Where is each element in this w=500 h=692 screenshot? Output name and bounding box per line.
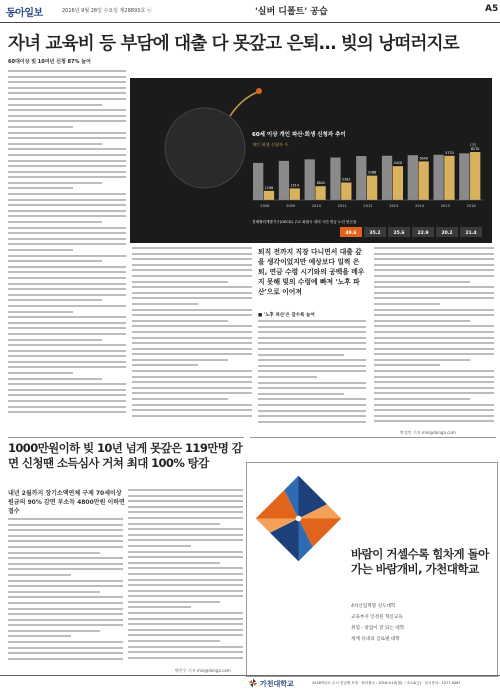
text-line (8, 406, 126, 408)
text-line (8, 535, 123, 537)
text-line (132, 309, 252, 311)
text-line (132, 297, 252, 299)
text-line (8, 658, 123, 660)
text-line (132, 348, 252, 350)
text-line (8, 378, 102, 380)
text-line (8, 132, 126, 134)
text-line (258, 421, 366, 423)
text-line (132, 331, 252, 333)
text-line (132, 264, 252, 266)
article2-byline: 박민우 기자 min@donga.com (175, 668, 231, 673)
article-body-col2-over-chart (130, 78, 250, 158)
text-line (128, 545, 191, 547)
text-line (128, 612, 243, 614)
text-line (8, 411, 126, 413)
admission-info: 2018학년도 수시 신입생 모집 · 원서접수 : 2016.9.10(월) ~ 9.14(금) · 입시문의 : 1577-0087 (312, 681, 461, 685)
text-line (374, 258, 494, 260)
text-line (258, 410, 366, 412)
text-line (8, 104, 102, 106)
text-line (374, 247, 494, 249)
chart-subtitle: 개인 회생 신청자 수 (252, 142, 289, 147)
text-line (132, 337, 252, 339)
text-line (8, 524, 123, 526)
text-line (128, 562, 220, 564)
chart-bar-rehab (315, 186, 325, 200)
text-line (132, 314, 252, 316)
text-line (128, 629, 243, 631)
text-line (8, 221, 102, 223)
chart-tick-label: 2010 (311, 204, 322, 208)
text-line (258, 348, 366, 350)
text-line (8, 160, 126, 162)
text-line (8, 109, 126, 111)
chart-bar-rehab (393, 166, 403, 200)
advertisement[interactable] (246, 462, 498, 677)
text-line (8, 271, 126, 273)
text-line (132, 325, 252, 327)
text-line (258, 359, 366, 361)
chart-bar-bankruptcy (279, 161, 289, 200)
text-line (258, 415, 366, 417)
text-line (8, 580, 123, 582)
ad-point: 취업 · 창업이 잘 되는 대학 (351, 626, 405, 631)
chart-data-label: 5770 (445, 150, 454, 155)
text-line (132, 404, 252, 406)
text-line (374, 404, 494, 406)
text-line (8, 613, 123, 615)
text-line (258, 398, 366, 400)
text-line (258, 393, 344, 395)
chart-table-value: 49.6 (345, 231, 357, 236)
text-line (132, 247, 252, 249)
text-line (8, 199, 126, 201)
text-line (374, 359, 470, 361)
chart-data-label: 2281 (342, 177, 351, 182)
text-line (8, 204, 126, 206)
main-headline: 자녀 교육비 등 부담에 대출 다 못갚고 은퇴… 빚의 낭떠러지로 (8, 34, 459, 54)
chart-tick-label: 2013 (389, 204, 399, 208)
text-line (8, 647, 123, 649)
article-body-col2 (132, 247, 252, 422)
chart-table-label: 경제협력개발기구(OECD) 주요 회원국 대비 국민 연금 노인 빈곤율 (252, 220, 357, 224)
text-line (374, 281, 470, 283)
fuse-spark (256, 88, 262, 94)
text-line (374, 303, 440, 305)
text-line (8, 260, 102, 262)
chart-bar-bankruptcy (356, 156, 366, 200)
subhead-c-wrap (258, 312, 366, 318)
text-line (8, 568, 123, 570)
text-line (8, 591, 100, 593)
text-line (132, 269, 252, 271)
pinwheel-icon (251, 471, 346, 566)
text-line (8, 76, 126, 78)
ad-point: 4차산업혁명 선도대학 (351, 604, 396, 609)
text-line (8, 540, 123, 542)
chart-data-label: 1198 (264, 185, 274, 190)
text-line (258, 331, 366, 333)
text-line (258, 365, 366, 367)
text-line (132, 409, 252, 411)
text-line (258, 387, 366, 389)
text-line (8, 115, 126, 117)
text-line (8, 361, 126, 363)
chart-bar-rehab (470, 152, 480, 200)
text-line (128, 523, 220, 525)
text-line (128, 646, 243, 648)
text-line (8, 350, 126, 352)
text-line (8, 546, 123, 548)
text-line (8, 171, 126, 173)
text-line (8, 344, 126, 346)
text-line (8, 602, 123, 604)
text-line (8, 563, 123, 565)
text-line (8, 210, 126, 212)
divider (8, 437, 244, 438)
pinwheel-logo-icon (248, 678, 258, 688)
text-line (8, 652, 123, 654)
text-line (374, 392, 494, 394)
chart-bar-bankruptcy (382, 156, 392, 200)
text-line (128, 495, 243, 497)
text-line (8, 232, 126, 234)
text-line (258, 382, 366, 384)
dateline: 2016년 9월 28일 수요일 제28893호 ⓐ (62, 8, 152, 14)
text-line (374, 320, 470, 322)
chart-bar-bankruptcy (253, 163, 263, 200)
text-line (8, 277, 126, 279)
chart-title: 60세 이상 개인 파산·회생 신청자 추이 (252, 132, 346, 138)
article-subhead: 60대이상 빚 10여년 신청 87% 늘어 (8, 59, 91, 65)
text-line (128, 584, 243, 586)
text-line (258, 354, 344, 356)
university-name: 가천대학교 (260, 680, 294, 688)
text-line (132, 303, 198, 305)
text-line (132, 258, 252, 260)
text-line (128, 634, 243, 636)
text-line (132, 376, 252, 378)
text-line (128, 556, 243, 558)
text-line (128, 651, 243, 653)
text-line (8, 355, 126, 357)
text-line (374, 409, 494, 411)
text-line (128, 539, 243, 541)
university-logo (248, 677, 308, 689)
text-line (8, 70, 126, 72)
text-line (374, 253, 494, 255)
chart-table-value: 35.2 (369, 231, 381, 236)
text-line (374, 314, 494, 316)
text-line (258, 376, 317, 378)
article-body-col4 (374, 247, 494, 427)
text-line (374, 370, 494, 372)
chart-bar-bankruptcy (305, 159, 315, 200)
text-line (128, 511, 243, 513)
text-line (128, 517, 243, 519)
ad-point: 교육부지 인정된 혁신교육 (351, 615, 403, 620)
text-line (128, 489, 243, 491)
chart-tick-label: 2015 (440, 204, 450, 208)
text-line (132, 398, 228, 400)
text-line (258, 404, 366, 406)
divider (250, 437, 496, 438)
text-line (374, 376, 494, 378)
chart-table-value: 22.9 (417, 231, 429, 236)
chart-data-label: 4420 (393, 161, 403, 166)
text-line (8, 182, 102, 184)
text-line (374, 387, 494, 389)
chart-table-value: 20.2 (441, 231, 453, 236)
text-line (132, 353, 252, 355)
text-line (8, 243, 126, 245)
text-line (132, 281, 228, 283)
text-line (132, 320, 228, 322)
text-line (8, 87, 126, 89)
text-line (374, 415, 494, 417)
chart-bar-bankruptcy (433, 155, 443, 200)
text-line (374, 292, 494, 294)
article2-subhead: 내년 2월까지 장기소액연체 구제 70세이상 원금의 90% 감면 부소득 4800만원 이하면 접수 (8, 490, 125, 515)
text-line (8, 137, 126, 139)
text-line (8, 552, 100, 554)
chart-bar-rehab (264, 191, 274, 200)
article2-body-col2 (128, 489, 243, 664)
chart-data-label: 5040 (419, 156, 428, 161)
chart-bar-rehab (444, 156, 454, 200)
text-line (128, 618, 243, 620)
text-line (8, 288, 126, 290)
text-line (374, 337, 494, 339)
chart-bar-bankruptcy (330, 158, 340, 200)
text-line (374, 381, 494, 383)
text-line (8, 255, 126, 257)
text-line (8, 148, 126, 150)
text-line (132, 286, 252, 288)
ad-point: 세계 유대의 글로벌 대학 (351, 637, 400, 642)
text-line (128, 623, 243, 625)
text-line (8, 154, 126, 156)
text-line (8, 383, 126, 385)
text-line (8, 619, 123, 621)
text-line (132, 370, 252, 372)
text-line (374, 420, 494, 422)
text-line (258, 342, 366, 344)
text-line (374, 297, 494, 299)
text-line (374, 309, 494, 311)
text-line (132, 415, 252, 417)
text-line (374, 342, 494, 344)
text-line (128, 528, 243, 530)
text-line (128, 640, 220, 642)
text-line (128, 551, 243, 553)
text-line (8, 630, 100, 632)
text-line (128, 579, 243, 581)
text-line (374, 364, 440, 366)
text-line (8, 366, 126, 368)
text-line (258, 326, 366, 328)
text-line (128, 601, 220, 603)
text-line (132, 342, 252, 344)
text-line (8, 120, 126, 122)
chart-bar-rehab (290, 188, 300, 200)
chart-data-label: 1514 (290, 183, 299, 188)
text-line (8, 126, 73, 128)
article-subhead-c: ■ '노후 파산'은 갈수록 늘어 (258, 313, 315, 318)
text-line (128, 500, 243, 502)
text-line (374, 353, 494, 355)
chart-tick-label: 2008 (260, 204, 270, 208)
text-line (258, 320, 366, 322)
text-line (8, 266, 126, 268)
text-line (8, 215, 126, 217)
text-line (8, 299, 102, 301)
text-line (8, 596, 123, 598)
chart-table-value: 25.6 (393, 231, 405, 236)
text-line (8, 165, 126, 167)
text-line (128, 657, 243, 659)
chart-bar-bankruptcy (408, 155, 418, 200)
text-line (8, 635, 71, 637)
chart-tick-label: 2009 (286, 204, 296, 208)
ad-slogan: 바람이 거셀수록 힘차게 돌아가는 바람개비, 가천대학교 (351, 547, 489, 576)
chart-bar-rehab (367, 176, 377, 200)
text-line (8, 529, 123, 531)
masthead (0, 0, 500, 23)
pull-quote: 퇴직 전까지 직장 다니면서 대출 갚을 생각이었지만 예상보다 일찍 은퇴, 연금 수령 시기와의 공백을 메우지 못해 빚의 수렁에 빠져 '노후 파산'으로 이어져 (258, 248, 365, 296)
text-line (8, 327, 126, 329)
text-line (128, 590, 243, 592)
chart-bar-rehab (341, 183, 351, 200)
text-line (8, 333, 126, 335)
text-line (8, 227, 126, 229)
text-line (8, 518, 123, 520)
article-body-col1 (8, 70, 126, 422)
text-line (128, 506, 243, 508)
text-line (132, 381, 252, 383)
article-subhead-container (8, 58, 126, 65)
section-label: '실버 디폴트' 공습 (255, 7, 328, 17)
text-line (8, 624, 123, 626)
text-line (8, 193, 126, 195)
chart-ylabel: (명) (470, 143, 477, 147)
text-line (132, 359, 228, 361)
text-line (8, 339, 102, 341)
text-line (8, 92, 126, 94)
article2-body-col1 (8, 518, 123, 668)
text-line (128, 534, 243, 536)
text-line (8, 238, 126, 240)
text-line (132, 292, 252, 294)
text-line (8, 187, 73, 189)
text-line (132, 275, 252, 277)
page-number: A5 (485, 4, 499, 14)
text-line (8, 557, 123, 559)
text-line (8, 249, 73, 251)
text-line (8, 316, 126, 318)
chart-data-label: 3186 (367, 170, 377, 175)
text-line (374, 264, 494, 266)
text-line (8, 98, 126, 100)
text-line (374, 286, 494, 288)
text-line (8, 585, 123, 587)
text-line (132, 364, 198, 366)
text-line (8, 143, 102, 145)
text-line (374, 331, 494, 333)
text-line (8, 608, 123, 610)
text-line (8, 389, 126, 391)
text-line (8, 400, 126, 402)
text-line (128, 567, 243, 569)
text-line (8, 305, 126, 307)
text-line (8, 372, 73, 374)
chart-tick-label: 2014 (414, 204, 425, 208)
text-line (132, 392, 252, 394)
article-body-col3 (258, 320, 366, 430)
text-line (8, 283, 126, 285)
text-line (128, 606, 191, 608)
text-line (374, 348, 494, 350)
text-line (132, 387, 252, 389)
chart-data-label: 1804 (316, 181, 325, 186)
text-line (8, 394, 126, 396)
text-line (258, 370, 366, 372)
text-line (374, 398, 470, 400)
chart-tick-label: 2012 (363, 204, 373, 208)
text-line (128, 573, 243, 575)
chart-data-label: 6270 (471, 147, 480, 151)
text-line (374, 325, 494, 327)
text-line (8, 81, 126, 83)
text-line (8, 294, 126, 296)
ad-footer (0, 675, 500, 692)
text-line (374, 269, 494, 271)
article2-headline: 1000만원이하 빚 10년 넘게 못갚은 119만명 감면 신청땐 소득심사 거쳐 최대 100% 탕감 (8, 441, 243, 470)
text-line (132, 253, 252, 255)
newspaper-logo: 동아일보 (6, 8, 43, 19)
text-line (8, 574, 71, 576)
text-line (374, 275, 494, 277)
text-line (8, 322, 126, 324)
text-line (8, 641, 123, 643)
article-byline: 박성민 기자 min@donga.com (400, 430, 456, 435)
ad-points-list (351, 601, 493, 645)
chart-tick-label: 2011 (337, 204, 347, 208)
chart-table-value: 21.4 (465, 231, 477, 236)
chart-bar-rehab (418, 161, 428, 200)
chart-tick-label: 2016 (466, 204, 476, 208)
text-line (128, 595, 243, 597)
text-line (8, 176, 126, 178)
text-line (258, 337, 366, 339)
text-line (8, 311, 73, 313)
chart-bar-bankruptcy (459, 153, 469, 200)
